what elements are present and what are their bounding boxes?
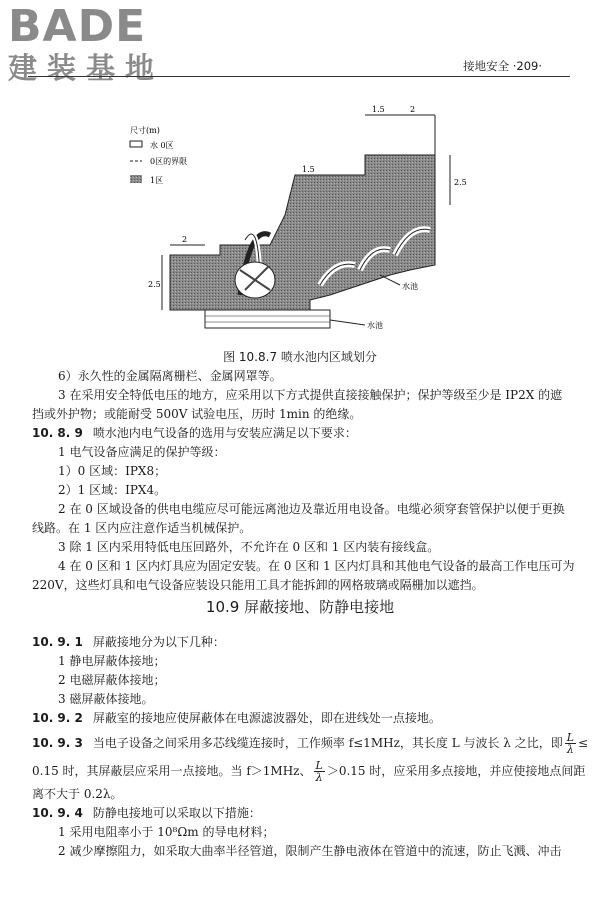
dim-2: 2 [410,105,416,114]
clause-text: 防静电接地可以采取以下措施： [92,806,261,820]
fraction-numerator: L [315,759,323,772]
clause-number: 10. 9. 1 [32,635,83,649]
text-line: 6）永久性的金属隔离栅栏、金属网罩等。 [58,369,282,383]
leader-pool [330,320,365,325]
fraction-l-over-lambda [565,732,576,755]
clause-text-tail: ≤ [578,736,589,750]
clause-number: 10. 9. 4 [32,806,83,820]
text-line: 2 减少摩擦阻力，如采取大曲率半径管道，限制产生静电液体在管道中的流速，防止飞溅、冲击 [58,844,562,858]
zone-1-area [170,115,435,310]
clause-10-9-2 [32,710,441,726]
text-line: 1）0 区域：IPX8； [58,464,167,478]
legend-zone1-swatch [130,175,142,183]
logo-chinese: 建装基地 [8,51,165,85]
text-line: 2）1 区域：IPX4。 [58,483,167,497]
clause-text: 屏蔽接地分为以下几种： [92,635,225,649]
legend-water-swatch [130,141,142,147]
dim-1-5-a: 1.5 [372,105,385,114]
label-waterfall: 水池 [402,282,418,291]
clause-number: 10. 9. 2 [32,711,83,725]
clause-10-8-9 [32,425,357,441]
pool-basin [205,310,330,328]
clause-10-9-3 [32,732,588,755]
text-line: 3 除 1 区内采用特低电压回路外，不允许在 0 区和 1 区内装有接线盒。 [58,540,440,554]
text-line: 3 磁屏蔽体接地。 [58,692,154,706]
dim-1-5-b: 1.5 [302,165,315,174]
fraction-l-over-lambda-2 [314,760,325,783]
fountain-zone-diagram [110,95,550,355]
section-title: 10.9 屏蔽接地、防静电接地 [205,598,395,616]
text-line: 4 在 0 区和 1 区内灯具应为固定安装。在 0 区和 1 区内灯具和其他电气设备的最高工作电压可为 [58,559,575,573]
clause-text: 当电子设备之间采用多芯线缆连接时，工作频率 f≤1MHz，其长度 L 与波长 λ 之比，即 [92,736,563,750]
legend-title: 尺寸(m) [130,126,160,135]
text-line: 2 电磁屏蔽体接地； [58,673,166,687]
fraction-denominator: λ [315,771,323,784]
logo-brand: BADE [8,1,147,52]
clause-text: 喷水池内电气设备的选用与安装应满足以下要求： [92,426,357,440]
clause-10-9-1 [32,634,225,650]
running-header [0,58,600,78]
legend-zone1-label: 1区 [150,176,164,185]
running-header-text: 接地安全 ·209· [463,59,542,73]
leader-waterfall [380,275,400,285]
clause-number: 10. 8. 9 [32,426,83,440]
text-line: 挡或外护物；或能耐受 500V 试验电压，历时 1min 的绝缘。 [32,407,362,421]
text-line: 离不大于 0.2λ。 [32,787,123,801]
fraction-denominator: λ [566,743,574,756]
fraction-numerator: L [566,731,575,744]
text-line: 1 静电屏蔽体接地； [58,654,166,668]
text-part: 0.15 时，其屏蔽层应采用一点接地。当 f＞1MHz、 [32,764,312,778]
text-line: 220V，这些灯具和电气设备应装设只能用工具才能拆卸的网格玻璃或隔栅加以遮挡。 [32,578,484,592]
figure-caption: 图 10.8.7 喷水池内区域划分 [223,350,377,364]
clause-text: 屏蔽室的接地应使屏蔽体在电源滤波器处，即在进线处一点接地。 [92,711,441,725]
text-line [32,760,585,783]
text-line: 2 在 0 区域设备的供电电缆应尽可能远离池边及靠近用电设备。电缆必须穿套管保护以便于更换 [58,502,565,516]
header-rule [28,76,570,77]
clause-number: 10. 9. 3 [32,736,83,750]
text-line: 线路。在 1 区内应注意作适当机械保护。 [32,521,252,535]
text-line: 1 采用电阻率小于 10⁸Ωm 的导电材料； [58,825,275,839]
text-line: 1 电气设备应满足的保护等级： [58,445,226,459]
dim-2-left: 2 [182,235,188,244]
text-line: 3 在采用安全特低电压的地方，应采用以下方式提供直接接触保护；保护等级至少是 IP2X 的遮 [58,388,563,402]
dim-2-5-right: 2.5 [454,178,467,187]
legend-water-label: 水 0区 [150,141,174,150]
label-pool: 水池 [367,321,383,330]
legend-boundary-label: 0区的界限 [150,157,188,166]
text-part: ＞0.15 时，应采用多点接地，并应使接地点间距 [326,764,586,778]
clause-10-9-4 [32,805,261,821]
dim-2-5-left: 2.5 [148,280,161,289]
